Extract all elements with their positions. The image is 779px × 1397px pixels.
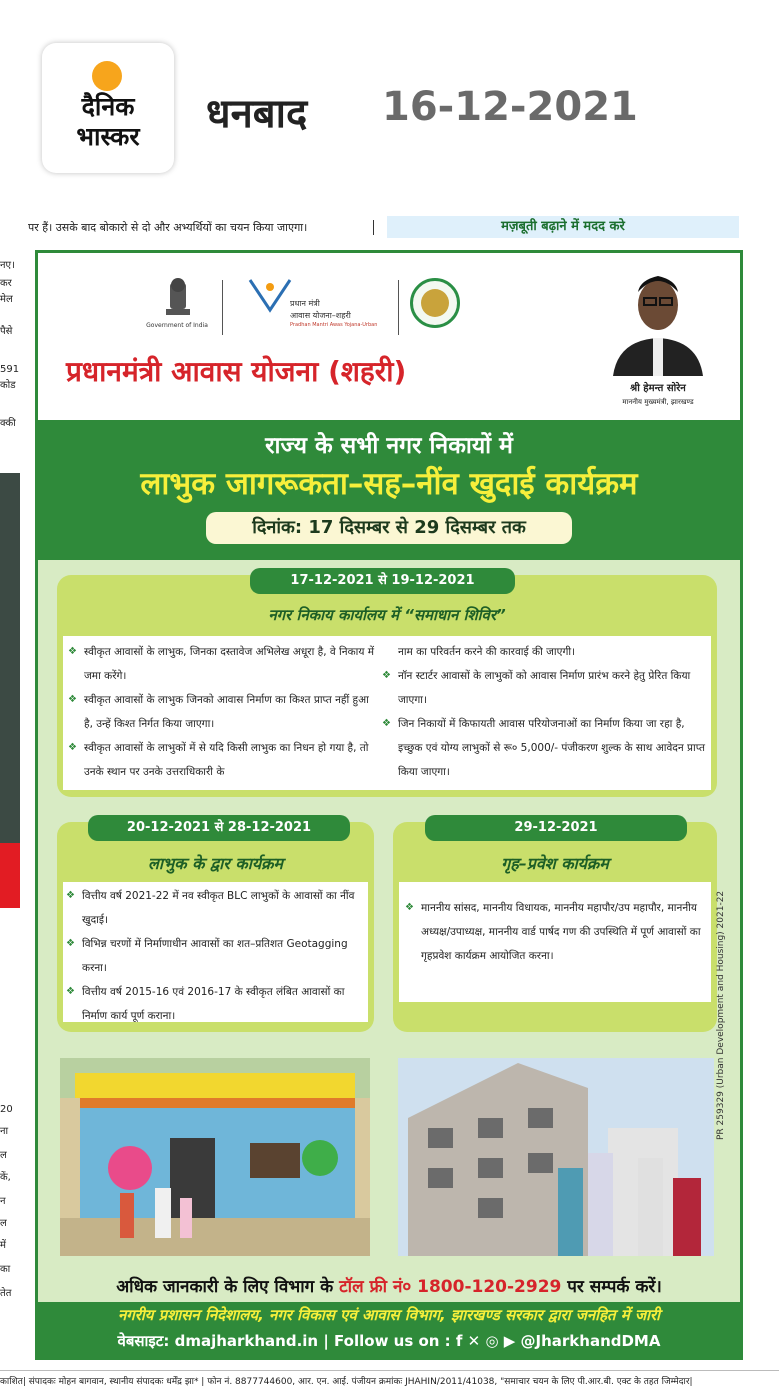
pmay-english: Pradhan Mantri Awas Yojana-Urban xyxy=(290,322,378,328)
newspaper-imprint: काशित| संपादकः मोहन बागवान, स्थानीय संपादकः धर्मेंद्र झा* | फोन नं. 8877744600, आर. एन. आई. पंजीयन क्रमांकः JHAHIN/2011/41038, "समाचार चयन के लिए पी.आर.बी. एक्ट के तहत जिम्मेदार| xyxy=(0,1370,779,1387)
band-line1: राज्य के सभी नगर निकायों में xyxy=(265,433,513,459)
info-post: पर सम्पर्क करें। xyxy=(561,1277,662,1297)
section1-right-cont: नाम का परिवर्तन करने की कारवाई की जाएगी। xyxy=(398,646,576,658)
left-fragment: 591 xyxy=(0,364,20,375)
edition-date: 16-12-2021 xyxy=(382,84,638,130)
cm-name: श्री हेमन्त सोरेन xyxy=(630,383,686,394)
left-fragment: में xyxy=(0,1240,6,1251)
painted-house-photo xyxy=(60,1058,370,1256)
jharkhand-seal-icon xyxy=(410,278,460,328)
scheme-title: प्रधानमंत्री आवास योजना (शहरी) xyxy=(66,355,407,388)
section2-list xyxy=(66,884,366,1028)
article-fragment-top: पर हैं। उसके बाद बोकारो से दो और अभ्यर्थियों का चयन किया जाएगा। xyxy=(28,220,374,235)
list-item: ❖ नॉन स्टार्टर आवासों के लाभुकों को आवास निर्माण प्रारंभ करने हेतु प्रेरित किया जाएगा। xyxy=(382,664,706,712)
left-fragment: पैसे xyxy=(0,326,13,337)
section2-dates: 20-12-2021 से 28-12-2021 xyxy=(88,815,350,841)
logo-line1: दैनिक xyxy=(81,92,135,121)
section1-title: नगर निकाय कार्यालय में “समाधान शिविर” xyxy=(268,606,506,624)
left-fragment: कोड xyxy=(0,380,16,391)
section3-list xyxy=(405,896,705,968)
left-fragment: 20 xyxy=(0,1104,13,1115)
section1-dates: 17-12-2021 से 19-12-2021 xyxy=(250,568,515,594)
pr-code: PR 259329 (Urban Development and Housing) 2021-22 xyxy=(716,890,726,1140)
dainik-bhaskar-logo xyxy=(42,43,174,173)
info-pre: अधिक जानकारी के लिए विभाग के xyxy=(116,1277,340,1297)
cm-portrait xyxy=(608,260,708,376)
section3-title: गृह–प्रवेश कार्यक्रम xyxy=(501,854,609,873)
cm-designation: माननीय मुख्यमंत्री, झारखण्ड xyxy=(622,398,694,406)
left-fragment: का xyxy=(0,1264,11,1275)
date-range: दिनांक: 17 दिसम्बर से 29 दिसम्बर तक xyxy=(206,512,572,544)
left-red-block xyxy=(0,843,20,908)
article-fragment-top-right: मज़बूती बढ़ाने में मदद करे xyxy=(387,216,739,238)
left-fragment: कें, xyxy=(0,1172,11,1183)
band-line2: लाभुक जागरूकता–सह–नींव खुदाई कार्यक्रम xyxy=(140,466,638,502)
pmay-hindi-2: आवास योजना–शहरी xyxy=(290,311,351,320)
sun-icon xyxy=(92,61,122,91)
list-item: ❖ स्वीकृत आवासों के लाभुक जिनको आवास निर्माण का किश्त प्राप्त नहीं हुआ है, उन्हें किश्त निर्गत किया जाएगा। xyxy=(68,688,378,736)
list-item: ❖ जिन निकायों में किफायती आवास परियोजनाओं का निर्माण किया जा रहा है, इच्छुक एवं योग्य लाभुकों से रू० 5,000/- पंजीकरण शुल्क के साथ आवेदन प्राप्त किया जाएगा। xyxy=(382,712,706,784)
section1-left-list xyxy=(68,640,378,784)
left-fragment: कर xyxy=(0,278,12,289)
section3-dates: 29-12-2021 xyxy=(425,815,687,841)
left-fragment: ना xyxy=(0,1126,9,1137)
list-item: ❖ विभिन्न चरणों में निर्माणाधीन आवासों का शत–प्रतिशत Geotagging करना। xyxy=(66,932,366,980)
left-fragment: ल xyxy=(0,1150,7,1161)
edition-city: धनबाद xyxy=(206,91,308,137)
contact-info xyxy=(38,1274,740,1297)
section2-title: लाभुक के द्वार कार्यक्रम xyxy=(148,854,283,873)
left-photo xyxy=(0,473,20,843)
left-fragment: न xyxy=(0,1196,6,1207)
list-item: ❖ स्वीकृत आवासों के लाभुक, जिनका दस्तावेज अभिलेख अधूरा है, वे निकाय में जमा करेंगे। xyxy=(68,640,378,688)
list-item: ❖ वित्तीय वर्ष 2021-22 में नव स्वीकृत BLC लाभुकों के आवासों का नींव खुदाई। xyxy=(66,884,366,932)
list-item: ❖ स्वीकृत आवासों के लाभुकों में से यदि किसी लाभुक का निधन हो गया है, तो उनके स्थान पर उनके उत्तराधिकारी के xyxy=(68,736,378,784)
section1-right-list xyxy=(382,664,706,784)
apartment-building-photo xyxy=(398,1058,714,1256)
list-item: ❖ माननीय सांसद, माननीय विधायक, माननीय महापौर/उप महापौर, माननीय अध्यक्ष/उपाध्यक्ष, माननीय वार्ड पार्षद गण की उपस्थिति में पूर्ण आवासों का गृहप्रवेश कार्यक्रम आयोजित करना। xyxy=(405,896,705,968)
left-fragment: मेल xyxy=(0,294,13,305)
issuer-line: नगरीय प्रशासन निदेशालय, नगर विकास एवं आवास विभाग, झारखण्ड सरकार द्वारा जनहित में जारी xyxy=(117,1306,661,1324)
left-fragment: क्की xyxy=(0,418,16,429)
pmay-hindi-1: प्रधान मंत्री xyxy=(290,299,320,308)
logo-line2: भास्कर xyxy=(76,122,140,151)
toll-free-number: टॉल फ्री नं० 1800-120-2929 xyxy=(339,1277,562,1297)
left-fragment: ल xyxy=(0,1218,7,1229)
left-fragment: नए। xyxy=(0,260,15,271)
list-item: ❖ वित्तीय वर्ष 2015-16 एवं 2016-17 के स्वीकृत लंबित आवासों का निर्माण कार्य पूर्ण कराना। xyxy=(66,980,366,1028)
left-fragment: तेत xyxy=(0,1288,12,1299)
divider xyxy=(222,280,223,335)
divider xyxy=(398,280,399,335)
website-social-line: वेबसाइट: dmajharkhand.in | Follow us on : f ✕ ◎ ▶ @JharkhandDMA xyxy=(117,1332,661,1350)
goi-label: Government of India xyxy=(146,322,208,329)
